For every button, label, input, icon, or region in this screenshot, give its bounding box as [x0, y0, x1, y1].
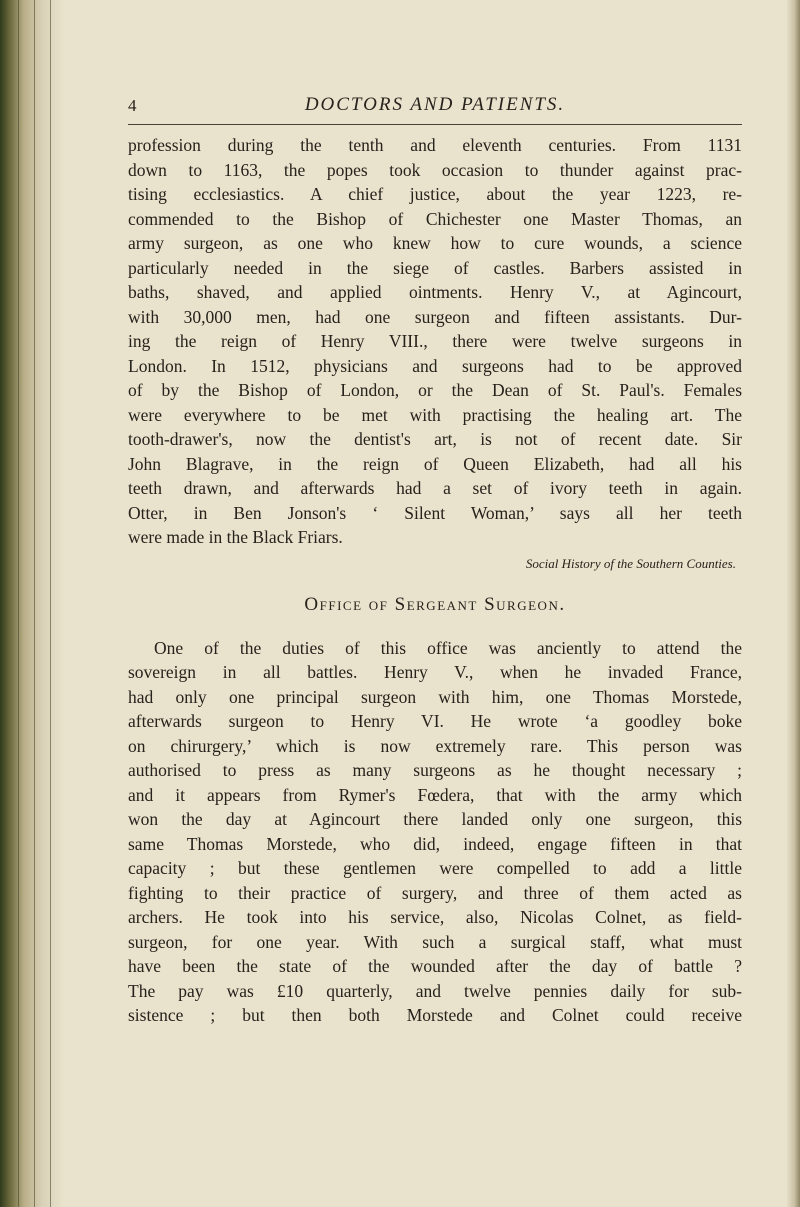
text-line: London. In 1512, physicians and surgeons had to be approved — [128, 355, 742, 376]
running-title: DOCTORS AND PATIENTS. — [304, 94, 566, 115]
gutter-line — [50, 0, 51, 1207]
gutter-line — [34, 0, 35, 1207]
source-citation: Social History of the Southern Counties. — [525, 555, 736, 571]
page-edge — [786, 0, 800, 1207]
text-line: particularly needed in the siege of castles. Barbers assisted in — [128, 257, 742, 278]
page-number: 4 — [128, 96, 137, 115]
text-line: profession during the tenth and eleventh centuries. From 1131 — [128, 135, 742, 155]
text-line: The pay was £10 quarterly, and twelve pennies daily for sub- — [128, 980, 742, 1001]
text-line: same Thomas Morstede, who did, indeed, engage fifteen in that — [128, 833, 742, 854]
text-line: were made in the Black Friars. — [128, 527, 343, 547]
text-line: and it appears from Rymer's Fœdera, that with the army which — [128, 784, 742, 805]
text-line: Otter, in Ben Jonson's ‘ Silent Woman,’ says all her teeth — [128, 502, 742, 523]
text-line: have been the state of the wounded after the day of battle ? — [128, 956, 742, 976]
text-line: surgeon, for one year. With such a surgical staff, what must — [128, 931, 742, 952]
text-line: won the day at Agincourt there landed only one surgeon, this — [128, 809, 742, 829]
text-line: had only one principal surgeon with him, one Thomas Morstede, — [128, 686, 742, 707]
text-line: teeth drawn, and afterwards had a set of ivory teeth in again. — [128, 478, 742, 498]
text-line: John Blagrave, in the reign of Queen Elizabeth, had all his — [128, 453, 742, 474]
text-line: with 30,000 men, had one surgeon and fifteen assistants. Dur- — [128, 306, 742, 327]
text-line: tising ecclesiastics. A chief justice, about the year 1223, re- — [128, 184, 742, 204]
text-line: down to 1163, the popes took occasion to thunder against prac- — [128, 159, 742, 180]
text-line: authorised to press as many surgeons as he thought necessary ; — [128, 760, 742, 780]
text-line: archers. He took into his service, also, Nicolas Colnet, as field- — [128, 907, 742, 927]
book-page — [128, 92, 742, 1028]
section-heading: Office of Sergeant Surgeon. — [304, 593, 566, 615]
text-line: tooth-drawer's, now the dentist's art, is not of recent date. Sir — [128, 429, 742, 449]
text-line: fighting to their practice of surgery, and three of them acted as — [128, 882, 742, 903]
book-gutter — [0, 0, 64, 1207]
text-line: sistence ; but then both Morstede and Colnet could receive — [128, 1005, 742, 1025]
text-line: capacity ; but these gentlemen were compelled to add a little — [128, 858, 742, 878]
text-line: commended to the Bishop of Chichester one Master Thomas, an — [128, 208, 742, 229]
paragraph-1 — [128, 133, 742, 550]
text-line: were everywhere to be met with practising the healing art. The — [128, 404, 742, 425]
text-line: sovereign in all battles. Henry V., when he invaded France, — [128, 662, 742, 682]
paragraph-2 — [128, 636, 742, 1028]
text-line: baths, shaved, and applied ointments. Henry V., at Agincourt, — [128, 282, 742, 302]
gutter-line — [18, 0, 19, 1207]
text-line: afterwards surgeon to Henry VI. He wrote ‘a goodley boke — [128, 711, 742, 731]
text-line: ing the reign of Henry VIII., there were twelve surgeons in — [128, 331, 742, 351]
text-line: of by the Bishop of London, or the Dean of St. Paul's. Females — [128, 380, 742, 400]
text-line: on chirurgery,’ which is now extremely rare. This person was — [128, 735, 742, 756]
text-line: army surgeon, as one who knew how to cure wounds, a science — [128, 233, 742, 253]
running-head — [128, 92, 742, 125]
text-line: One of the duties of this office was anciently to attend the — [154, 637, 742, 658]
